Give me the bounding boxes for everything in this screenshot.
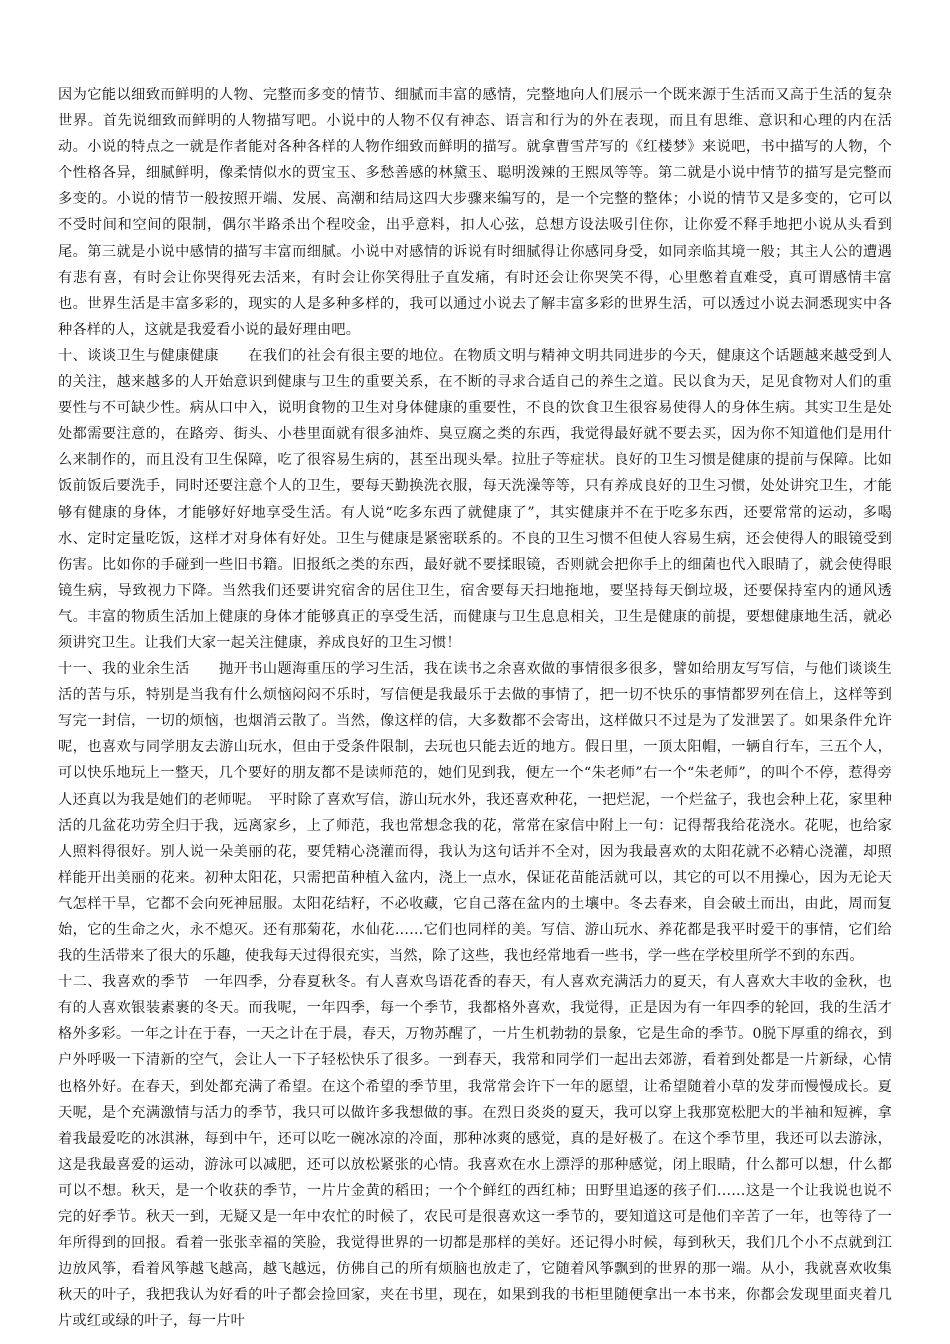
paragraph-favorite-season: 十二、我喜欢的季节 一年四季，分春夏秋冬。有人喜欢鸟语花香的春天，有人喜欢充满活力的夏天，有人喜欢大丰收的金秋，也有的人喜欢银装素裹的冬天。而我呢，一年四季，每一个季节，我都格外喜欢，我觉得，正是因为有一年四季的轮回，我的生活才格外多彩。一年之计在于春，一天之计在于晨，春天，万物苏醒了，一片生机勃勃的景象，它是生命的季节。0脱下厚重的绵衣，到户外呼吸一下清新的空气，会让人一下子轻松快乐了很多。一到春天，我常和同学们一起出去郊游，看着到处都是一片新绿，心情也格外好。在春天，到处都充满了希望。在这个希望的季节里，我常常会许下一年的愿望，让希望随着小草的发芽而慢慢成长。夏天呢，是个充满激情与活力的季节，我只可以做许多我想做的事。在烈日炎炎的夏天，我可以穿上我那宽松肥大的半袖和短裤，拿着我最爱吃的冰淇淋，每到中午，还可以吃一碗冰凉的冷面，那种冰爽的感觉，真的是好极了。在这个季节里，我还可以去游泳，这是我最喜爱的运动，游泳可以减肥，还可以放松紧张的心情。我喜欢在水上漂浮的那种感觉，闭上眼睛，什么都可以想，什么都可以不想。秋天，是一个收获的季节，一片片金黄的稻田；一个个鲜红的西红柿；田野里追逐的孩子们……这是一个让我说也说不完的好季节。秋天一到，无疑又是一年中农忙的时候了，农民可是很喜欢这一季节的，要知道这可是他们辛苦了一年，也等待了一年所得到的回报。看着一张张幸福的笑脸，我觉得世界的一切都是那样的美好。还记得小时候，每到秋天，我们几个小不点就到江边放风筝，看着风筝越飞越高，越飞越远，仿佛自己的所有烦脑也放走了，它随着风筝飘到的世界的那一端。从小，我就喜欢收集秋天的叶子，我把我认为好看的叶子都会捡回家，夹在书里，现在，如果到我的书柜里随便拿出一本书来，你都会发现里面夹着几片或红或绿的叶子，每一片叶 [58, 974, 892, 1330]
paragraph-spare-time-life: 十一、我的业余生活 抛开书山题海重压的学习生活，我在读书之余喜欢做的事情很多很多，譬如给朋友写写信，与他们谈谈生活的苦与乐，特别是当我有什么烦恼闷闷不乐时，写信便是我最乐于去做的事情了，把一切不快乐的事情都罗列在信上，这样等到写完一封信，一切的烦恼，也烟消云散了。当然，像这样的信，大多数都不会寄出，这样做只不过是为了发泄罢了。如果条件允许呢，也喜欢与同学朋友去游山玩水，但由于受条件限制，去玩也只能去近的地方。假日里，一顶太阳帽，一辆自行车，三五个人，可以快乐地玩上一整天，几个要好的朋友都不是读师范的，她们见到我，便左一个“朱老师”右一个“朱老师”，的叫个不停，惹得旁人还真以为我是她们的老师呢。 平时除了喜欢写信，游山玩水外，我还喜欢种花，一把烂泥，一个烂盆子，我也会种上花，家里种活的几盆花功劳全归于我，远离家乡，上了师范，我也常想念我的花，常常在家信中附上一句：记得帮我给花浇水。花呢，也给家人照料得很好。别人说一朵美丽的花，要凭精心浇灌而得，我认为这句话并不全对，因为我最喜欢的太阳花就不必精心浇灌，却照样能开出美丽的花来。初种太阳花，只需把苗种植入盆内，浇上一点水，保证花苗能活就可以，其它的可以不用操心，因为无论天气怎样干旱，它都不会向死神屈服。太阳花结籽，不必收藏，它自己落在盆内的土壤中。冬去春来，自会破土而出，由此，周而复始，它的生命之火，永不熄灭。还有那菊花，水仙花……它们也同样的美。写信、游山玩水、养花都是我平时爱干的事情，它们给我的生活带来了很大的乐趣，使我每天过得很充实，当然，除了这些，我也经常地看一些书，学一些在学校里所学不到的东西。 [58, 661, 892, 965]
paragraph-novel-reasons: 因为它能以细致而鲜明的人物、完整而多变的情节、细腻而丰富的感情，完整地向人们展示一个既来源于生活而又高于生活的复杂世界。首先说细致而鲜明的人物描写吧。小说中的人物不仅有神态、语言和行为的外在表现，而且有思维、意识和心理的内在活动。小说的特点之一就是作者能对各种各样的人物作细致而鲜明的描写。就拿曹雪芹写的《红楼梦》来说吧，书中描写的人物，个个性格各异，细腻鲜明，像柔情似水的贾宝玉、多愁善感的林黛玉、聪明泼辣的王熙凤等等。第二就是小说中情节的描写是完整而多变的。小说的情节一般按照开端、发展、高潮和结局这四大步骤来编写的，是一个完整的整体；小说的情节又是多变的，它可以不受时间和空间的限制，偶尔半路杀出个程咬金，出乎意料，扣人心弦，总想方设法吸引住你，让你爱不释手地把小说从头看到尾。第三就是小说中感情的描写丰富而细腻。小说中对感情的诉说有时细腻得让你感同身受，如同亲临其境一般；其主人公的遭遇有悲有喜，有时会让你哭得死去活来，有时会让你笑得肚子直发痛，有时还会让你哭笑不得，心里憋着直难受，真可谓感情丰富也。世界生活是丰富多彩的，现实的人是多种多样的，我可以通过小说去了解丰富多彩的世界生活，可以透过小说去洞悉现实中各种各样的人，这就是我爱看小说的最好理由吧。 [58, 87, 892, 338]
document-body [58, 82, 892, 1335]
paragraph-hygiene-health: 十、谈谈卫生与健康健康 在我们的社会有很主要的地位。在物质文明与精神文明共同进步的今天，健康这个话题越来越受到人的关注，越来越多的人开始意识到健康与卫生的重要关系，在不断的寻求合适自己的养生之道。民以食为天，足见食物对人们的重要性与不可缺少性。病从口中入，说明食物的卫生对身体健康的重要性，不良的饮食卫生很容易使得人的身体生病。其实卫生是处处都需要注意的，在路旁、街头、小巷里面就有很多油炸、臭豆腐之类的东西，我觉得最好就不要去买，因为你不知道他们是用什么来制作的，而且没有卫生保障，吃了很容易生病的，甚至出现头晕。拉肚子等症状。良好的卫生习惯是健康的提前与保障。比如饭前饭后要洗手，同时还要注意个人的卫生，要每天勤换洗衣服，每天洗澡等等，只有养成良好的卫生习惯，处处讲究卫生，才能够有健康的身体，才能够好好地享受生活。有人说“吃多东西了就健康了”，其实健康并不在于吃多东西，还要常常的运动，多喝水、定时定量吃饭，这样才对身体有好处。卫生与健康是紧密联系的。不良的卫生习惯不但使人容易生病，还会使得人的眼镜受到伤害。比如你的手碰到一些旧书籍。旧报纸之类的东西，最好就不要揉眼镜，否则就会把你手上的细菌也代入眼睛了，就会使得眼镜生病，导致视力下降。当然我们还要讲究宿舍的居住卫生，宿舍要每天扫地拖地，要坚持每天倒垃圾，还要保持室内的通风透气。丰富的物质生活加上健康的身体才能够真正的享受生活，而健康与卫生息息相关，卫生是健康的前提，要想健康地生活，就必须讲究卫生。让我们大家一起关注健康，养成良好的卫生习惯！ [58, 347, 892, 651]
